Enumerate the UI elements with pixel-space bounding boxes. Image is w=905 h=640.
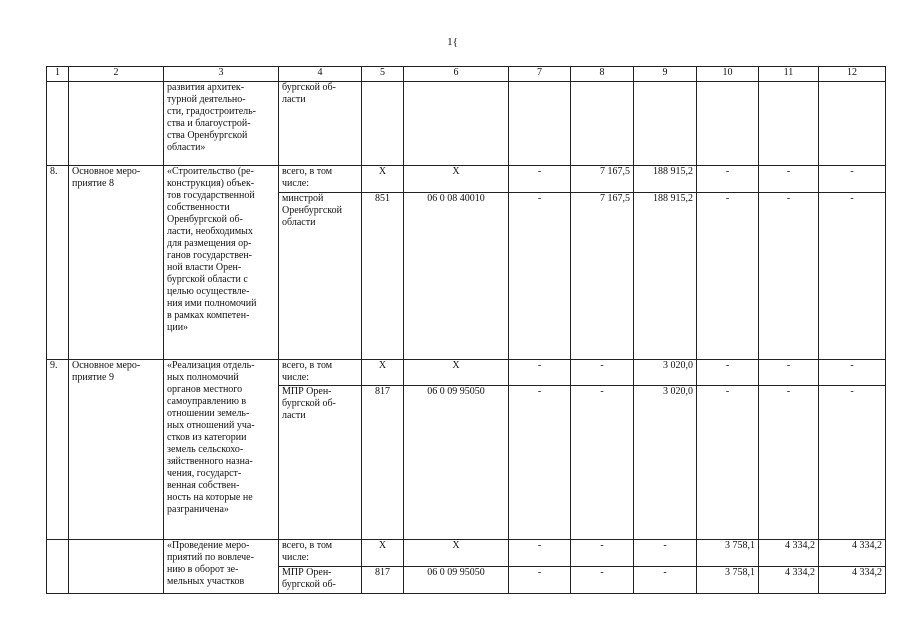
header-cell: 2 <box>69 67 164 82</box>
header-cell: 11 <box>759 67 819 82</box>
value-cell: - <box>819 192 886 359</box>
value-cell: 851 <box>362 192 404 359</box>
value-cell: 3 758,1 <box>697 567 759 594</box>
value-cell: - <box>509 539 571 567</box>
table-row <box>47 166 886 193</box>
value-cell: 3 758,1 <box>697 539 759 567</box>
value-cell: 3 020,0 <box>634 359 697 386</box>
value-cell: - <box>571 359 634 386</box>
measure-name-cell: «Проведение меро- приятий по вовлече- нию в оборот зе- мельных участков <box>164 539 279 593</box>
value-cell: - <box>509 567 571 594</box>
header-cell: 7 <box>509 67 571 82</box>
value-cell: 817 <box>362 386 404 539</box>
value-cell: - <box>759 166 819 193</box>
header-cell: 4 <box>279 67 362 82</box>
header-cell: 3 <box>164 67 279 82</box>
value-cell: Х <box>362 539 404 567</box>
value-cell <box>697 82 759 166</box>
executor-cell: всего, в том числе: <box>279 539 362 567</box>
row-number: 9. <box>47 359 69 539</box>
event-cell <box>69 539 164 593</box>
header-cell: 5 <box>362 67 404 82</box>
value-cell: Х <box>362 359 404 386</box>
value-cell: 4 334,2 <box>759 567 819 594</box>
value-cell: Х <box>404 359 509 386</box>
program-table <box>46 66 886 594</box>
value-cell: 3 020,0 <box>634 386 697 539</box>
value-cell: - <box>634 539 697 567</box>
value-cell: - <box>697 359 759 386</box>
value-cell: 4 334,2 <box>819 567 886 594</box>
value-cell <box>509 82 571 166</box>
measure-name-cell: развития архитек- турной деятельно- сти, градостроитель- ства и благоустрой- ства Оренбургской области» <box>164 82 279 166</box>
value-cell: - <box>759 359 819 386</box>
value-cell: 4 334,2 <box>759 539 819 567</box>
value-cell: - <box>819 359 886 386</box>
value-cell <box>362 82 404 166</box>
header-cell: 1 <box>47 67 69 82</box>
value-cell: - <box>759 386 819 539</box>
value-cell: - <box>759 192 819 359</box>
value-cell: - <box>697 386 759 539</box>
value-cell: 06 0 09 95050 <box>404 567 509 594</box>
value-cell: - <box>571 567 634 594</box>
value-cell: - <box>819 386 886 539</box>
row-number: 8. <box>47 166 69 359</box>
value-cell: Х <box>362 166 404 193</box>
header-cell: 6 <box>404 67 509 82</box>
header-cell: 9 <box>634 67 697 82</box>
value-cell: Х <box>404 166 509 193</box>
value-cell: 7 167,5 <box>571 192 634 359</box>
header-cell: 10 <box>697 67 759 82</box>
executor-cell: всего, в том числе: <box>279 166 362 193</box>
column-number-header-row <box>47 67 886 82</box>
value-cell <box>759 82 819 166</box>
value-cell <box>819 82 886 166</box>
value-cell: 7 167,5 <box>571 166 634 193</box>
executor-cell: бургской об- ласти <box>279 82 362 166</box>
value-cell: - <box>509 166 571 193</box>
value-cell: - <box>697 166 759 193</box>
value-cell: 06 0 08 40010 <box>404 192 509 359</box>
table-row <box>47 539 886 567</box>
value-cell: - <box>634 567 697 594</box>
value-cell: - <box>509 386 571 539</box>
value-cell: - <box>509 192 571 359</box>
value-cell: - <box>571 386 634 539</box>
table-row <box>47 359 886 386</box>
event-label: Основное меро- приятие 9 <box>69 359 164 539</box>
value-cell: - <box>697 192 759 359</box>
page-number: 1{ <box>447 36 458 48</box>
value-cell <box>634 82 697 166</box>
value-cell <box>404 82 509 166</box>
value-cell: 4 334,2 <box>819 539 886 567</box>
value-cell: 06 0 09 95050 <box>404 386 509 539</box>
measure-name-cell: «Реализация отдель- ных полномочий органов местного самоуправлению в отношении земель- ных отношений уча- стков из категории земель сельскохо- зяйственного назна- чения, государст- венная собствен- ность на которые не разграничена» <box>164 359 279 539</box>
table-row <box>47 82 886 166</box>
executor-cell: МПР Орен- бургской об- ласти <box>279 386 362 539</box>
number-cell <box>47 539 69 593</box>
value-cell: - <box>571 539 634 567</box>
value-cell: - <box>819 166 886 193</box>
value-cell <box>571 82 634 166</box>
header-cell: 12 <box>819 67 886 82</box>
executor-cell: минстрой Оренбургской области <box>279 192 362 359</box>
value-cell: 188 915,2 <box>634 192 697 359</box>
value-cell: 817 <box>362 567 404 594</box>
measure-name-cell: «Строительство (ре- конструкция) объек- тов государственной собственности Оренбургской об- ласти, необходимых для размещения ор- ганов государствен- ной власти Орен- бургской области с целью осуществле- ния ими полномочий в рамках компетен- ции» <box>164 166 279 359</box>
event-label: Основное меро- приятие 8 <box>69 166 164 359</box>
executor-cell: МПР Орен- бургской об- <box>279 567 362 594</box>
executor-cell: всего, в том числе: <box>279 359 362 386</box>
number-cell <box>47 82 69 166</box>
value-cell: Х <box>404 539 509 567</box>
header-cell: 8 <box>571 67 634 82</box>
value-cell: - <box>509 359 571 386</box>
value-cell: 188 915,2 <box>634 166 697 193</box>
event-cell <box>69 82 164 166</box>
